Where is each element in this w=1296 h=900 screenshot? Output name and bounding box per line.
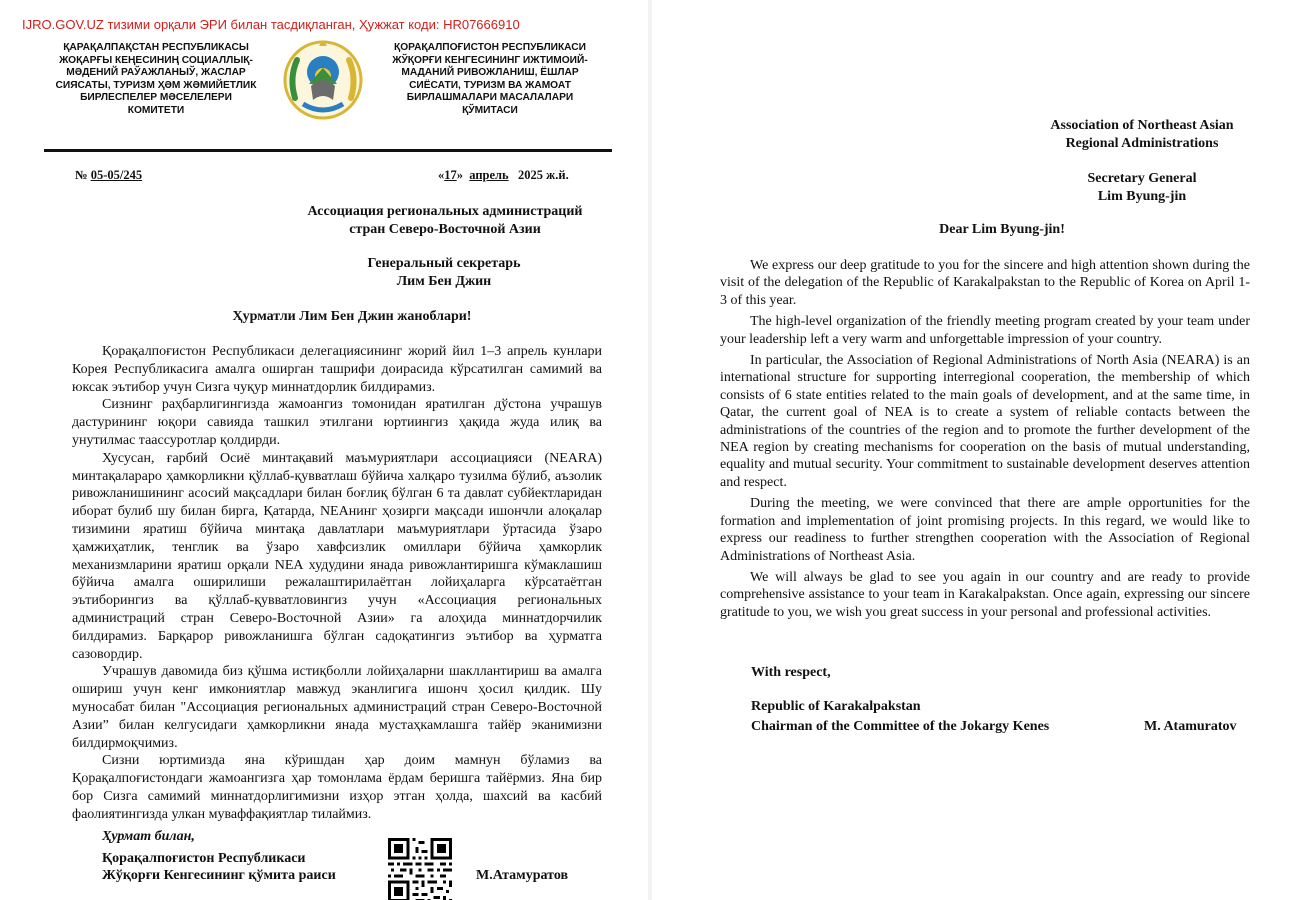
addressee-line: Ассоциация региональных администраций (307, 204, 583, 219)
letterhead-divider (44, 149, 612, 152)
body-paragraph: Хусусан, ғарбий Осиё минтақавий маъмуриятлари ассоциацияси (NEARA) минтақалараро ҳамкорликни қўллаб-қувватлаш бўйича халқаро тузилма бўлиб, аъзолик ривожланишининг асосий мақсадлари билан боғлиқ бўлган 6 та давлат субйектларидан иборат булиб шу билан бирга, Қатарда, NEAнинг ҳозирги мақсади ишончли алоқалар тизимини яратиш бўйича минтақа давлатлари маъмуриятлари ўртасида ўзаро ҳамжиҳатлик, тенглик ва ўзаро хавфсизлик омиллари бўйича ҳамкорлик механизмларини яратиш орқали NEA худудини янада ривожлантиришга кўмаклашиш бўйича амалга оширилиши режалаштирилаётган лойиҳаларга кўрсатаётган эътиборингиз ва қўллаб-қувватловингиз учун «Ассоциация региональных администраций стран Северо-Восточной Азии» га алоҳида миннатдорчилик билдирамиз. Барқарор ривожланишга бўлган садоқатингиз эътибор ва ҳурматга сазовордир. (72, 450, 602, 662)
qr-code-icon (388, 838, 452, 900)
body-paragraph: In particular, the Association of Regional Administrations of North Asia (NEARA) is an international structure for supporting interregional cooperation, the membership of which consists of 6 state entities related to the main goals of development, and at the same time, in Qatar, the current goal of NEA is to create a system of reliable contacts between the administrations of the countries of the region and to promote the further development of the NEA region by creating mechanisms for cooperation on the basis of mutual understanding, equality and mutual security. Your commitment to sustainable development deserves attention and respect. (720, 353, 1250, 490)
letterhead-line: КОМИТЕТИ (127, 104, 185, 116)
signer-organization: Republic of Karakalpakstan (751, 699, 921, 714)
letter-body (72, 343, 602, 824)
letter-date (438, 168, 569, 183)
letterhead-line: ЖОҚАРҒЫ КЕҢЕСИНИҢ СОЦИАЛЛЫҚ- (59, 54, 253, 66)
date-day: 17 (444, 168, 457, 182)
salutation: Ҳурматли Лим Бен Джин жаноблари! (232, 309, 472, 324)
letterhead-line: ҚЎМИТАСИ (462, 104, 518, 116)
letterhead-line: ЖЎҚОРҒИ КЕНГЕСИНИНГ ИЖТИМОИЙ- (392, 54, 588, 66)
body-paragraph: The high-level organization of the friendly meeting program created by your team under your leadership left a very warm and unforgettable impression of your country. (720, 314, 1250, 347)
body-paragraph: Қорақалпоғистон Республикаси делегациясининг жорий йил 1–3 апрель кунлари Корея Республикасига амалга оширган ташрифи доирасида кўрсатилган самимий ва юксак эътибор учун Сизга чуқур миннатдорлик билдирамиз. (72, 344, 602, 395)
e-signature-stamp: IJRO.GOV.UZ тизими орқали ЭРИ билан тасдиқланган, Ҳужжат коди: HR07666910 (22, 17, 520, 32)
letterhead-line: МАДАНИЙ РИВОЖЛАНИШ, ЁШЛАР (401, 67, 579, 79)
closing: With respect, (751, 665, 831, 680)
reference-value: 05-05/245 (90, 168, 143, 182)
addressee-line: стран Северо-Восточной Азии (349, 221, 541, 237)
body-paragraph: Учрашув давомида биз қўшма истиқболли лойиҳаларни шакллантириш ва амалга ошириш учун кенг имкониятлар мавжуд эканлигига ишонч ҳосил қилдик. Шу муносабат билан "Ассоциация региональных администраций стран Северо-Восточной Азии” билан келгусидаги ҳамкорликни янада мустаҳкамлашга тайёр эканимизни билдирмоқчимиз. (72, 664, 602, 751)
letterhead-line: ҚАРАҚАЛПАҚСТАН РЕСПУБЛИКАСЫ (63, 42, 249, 53)
state-emblem-icon (281, 38, 365, 124)
reference-number (75, 168, 142, 183)
position-block (344, 255, 544, 290)
signer-organization: Қорақалпоғистон Республикаси (102, 851, 306, 866)
addressee-block (1022, 117, 1262, 152)
addressee-block (298, 203, 592, 238)
signer-title: Жўқорғи Кенгесининг қўмита раиси (102, 868, 336, 883)
position-name: Лим Бен Джин (396, 273, 492, 289)
letterhead-line: ҚОРАҚАЛПОҒИСТОН РЕСПУБЛИКАСИ (394, 42, 586, 53)
date-quote-close: » (456, 168, 463, 182)
signer-name: М.Атамуратов (476, 868, 569, 883)
letterhead-line: СИЁСАТИ, ТУРИЗМ ВА ЖАМОАТ (409, 79, 571, 91)
position-block (1052, 170, 1232, 205)
position-name: Lim Byung-jin (1097, 188, 1187, 204)
addressee-line: Regional Administrations (1065, 135, 1219, 151)
signer-name: M. Atamuratov (1144, 719, 1237, 734)
position-title: Генеральный секретарь (367, 256, 521, 271)
date-year: 2025 ж.й. (518, 168, 569, 182)
signer-title: Chairman of the Committee of the Jokargy Kenes (751, 719, 1050, 734)
date-month: апрель (469, 168, 509, 182)
letterhead-uzbek (372, 42, 608, 118)
salutation: Dear Lim Byung-jin! (939, 222, 1065, 237)
body-paragraph: Сизни юртимизда яна кўришдан ҳар доим мамнун бўламиз ва Қорақалпоғистондаги жамоангизга ҳар томонлама ёрдам беришга тайёрмиз. Яна бир бор Сизга самимий миннатдорлигимизни изҳор этган ҳолда, шахсий ва касбий фаолиятингизда улкан муваффақиятлар тилаймиз. (72, 753, 602, 822)
letterhead-line: БИРЛАШМАЛАРИ МАСАЛАЛАРИ (406, 92, 574, 104)
body-paragraph: We will always be glad to see you again in our country and are ready to provide comprehensive assistance to your team in Karakalpakstan. Once again, expressing our sincere gratitude to you, we wish you great success in your personal and professional activities. (720, 569, 1250, 620)
body-paragraph: We express our deep gratitude to you for the sincere and high attention shown during the visit of the delegation of the Republic of Karakalpakstan to the Republic of Korea on April 1-3 of this year. (720, 258, 1250, 308)
letterhead-line: МӘДЕНИЙ РАЎАЖЛАНЫЎ, ЖАСЛАР (66, 67, 246, 79)
letterhead-line: СИЯСАТЫ, ТУРИЗМ ҲӘМ ЖӘМИЙЕТЛИК (55, 79, 257, 91)
reference-prefix: № (75, 168, 88, 182)
addressee-line: Association of Northeast Asian (1050, 118, 1234, 133)
letter-body (720, 257, 1250, 625)
body-paragraph: During the meeting, we were convinced that there are ample opportunities for the formation and implementation of joint promising projects. In this regard, we would like to express our readiness to further strengthen cooperation with the Association of Regional Administrations of Northeast Asia. (720, 496, 1250, 564)
position-title: Secretary General (1087, 171, 1197, 186)
right-page-english-letter (652, 0, 1296, 900)
date-quote-open: « (438, 168, 445, 182)
letterhead-karakalpak (38, 42, 274, 118)
letterhead-line: БИРЛЕСПЕЛЕР МӘСЕЛЕЛЕРИ (80, 92, 232, 104)
body-paragraph: Сизнинг раҳбарлигингизда жамоангиз томонидан яратилган дўстона учрашув дастурининг юқори савияда ташкил этилгани юртиингиз ҳақида жуда илиқ ва унутилмас таассуротлар қолдирди. (72, 397, 602, 448)
closing: Ҳурмат билан, (102, 829, 195, 844)
